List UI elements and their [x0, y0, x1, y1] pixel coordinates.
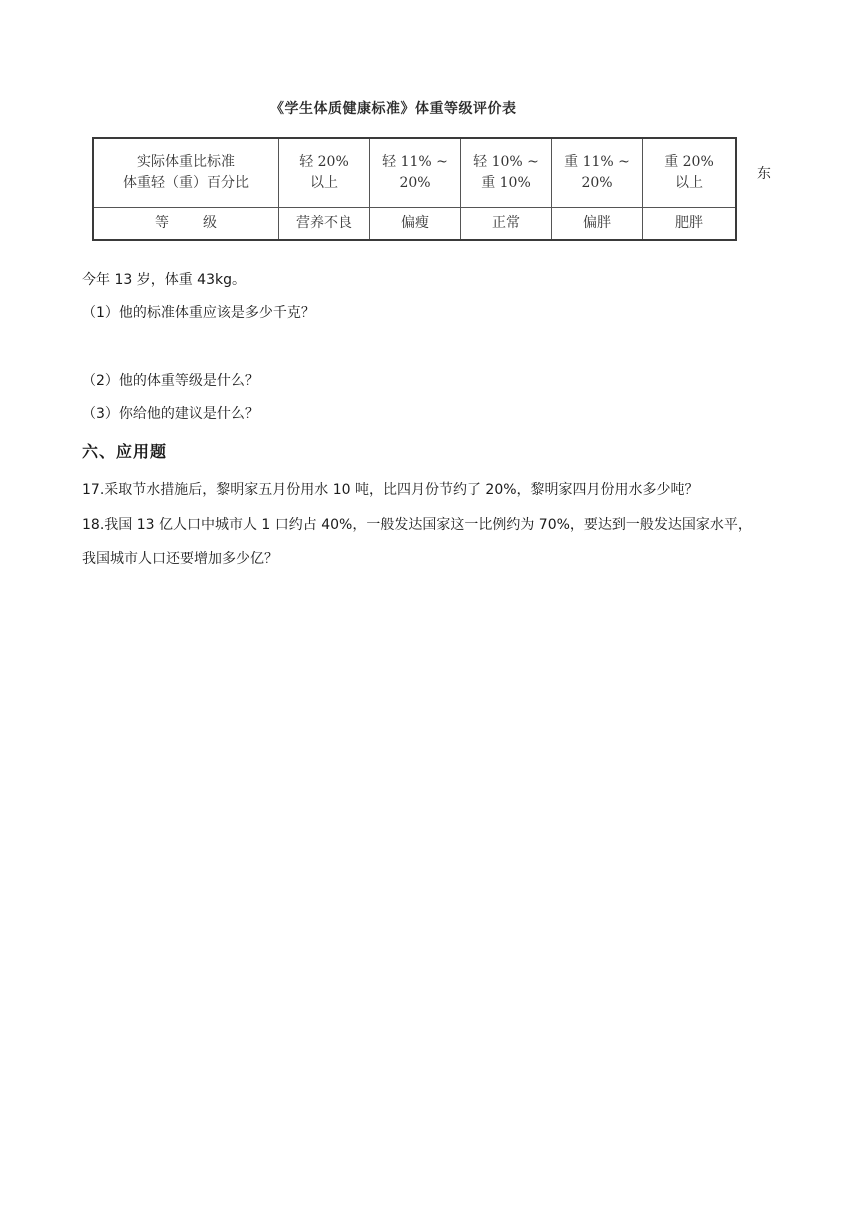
side-character: 东 [757, 166, 771, 182]
range-cell [643, 138, 737, 208]
range-line: 重 11% ~ [564, 154, 630, 170]
table-title: 《学生体质健康标准》体重等级评价表 [270, 101, 517, 117]
table-row-ranges [93, 138, 736, 208]
range-cell [552, 138, 643, 208]
problem-17: 17.采取节水措施后，黎明家五月份用水 10 吨，比四月份节约了 20%，黎明家四月份用水多少吨？ [82, 482, 699, 498]
grade-cell: 正常 [461, 208, 552, 241]
range-line: 轻 20% [299, 154, 349, 170]
problem-18-line-1: 18.我国 13 亿人口中城市人 1 口约占 40%，一般发达国家这一比例约为 70%，要达到一般发达国家水平， [82, 517, 752, 533]
section-heading: 六、应用题 [82, 442, 168, 461]
range-line: 重 10% [481, 175, 531, 191]
range-line: 以上 [310, 175, 338, 191]
problem-18-line-2: 我国城市人口还要增加多少亿？ [82, 551, 278, 567]
intro-text: 今年 13 岁，体重 43kg。 [82, 272, 246, 288]
range-line: 20% [581, 175, 613, 191]
header-label-line: 体重轻（重）百分比 [123, 175, 249, 191]
question-1: （1）他的标准体重应该是多少千克？ [82, 305, 315, 321]
range-line: 以上 [675, 175, 703, 191]
range-line: 重 20% [664, 154, 714, 170]
grade-label: 等级 [155, 215, 251, 231]
weight-grade-table [92, 137, 737, 241]
grade-cell: 偏胖 [552, 208, 643, 241]
range-line: 轻 10% ~ [473, 154, 539, 170]
range-line: 20% [399, 175, 431, 191]
range-cell [370, 138, 461, 208]
grade-cell: 肥胖 [643, 208, 737, 241]
table-header-cell [93, 138, 279, 208]
grade-cell: 营养不良 [279, 208, 370, 241]
header-label-line: 实际体重比标准 [137, 154, 235, 170]
grade-cell: 偏瘦 [370, 208, 461, 241]
question-2: （2）他的体重等级是什么？ [82, 373, 259, 389]
range-cell [279, 138, 370, 208]
grade-label-cell [93, 208, 279, 241]
table-row-grades [93, 208, 736, 241]
question-3: （3）你给他的建议是什么？ [82, 406, 259, 422]
range-line: 轻 11% ~ [382, 154, 448, 170]
range-cell [461, 138, 552, 208]
